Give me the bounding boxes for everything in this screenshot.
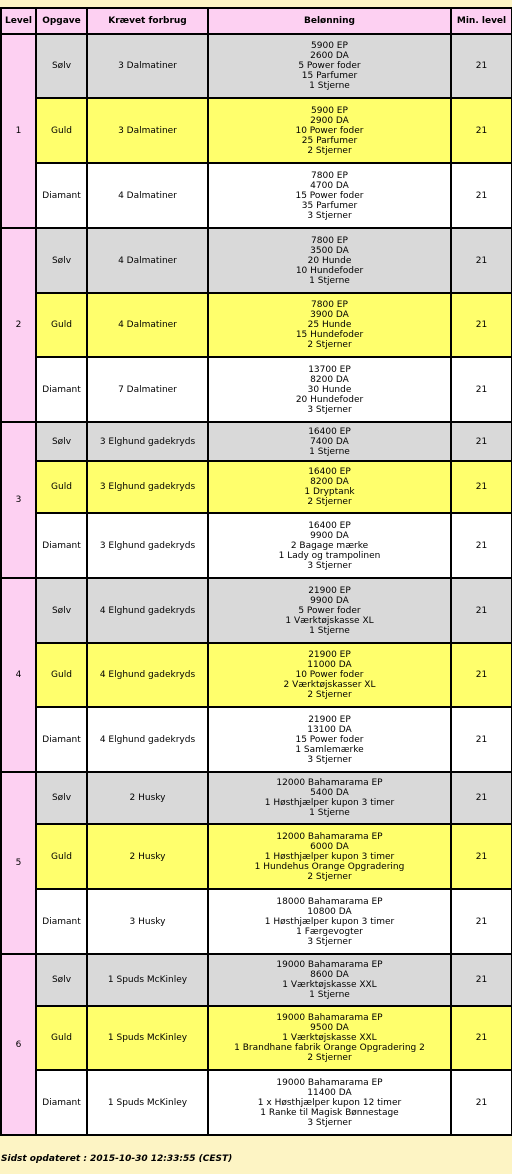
reward-line: 2 Stjerner — [307, 145, 352, 156]
reward-cell — [208, 643, 451, 707]
reward-cell — [208, 889, 451, 954]
level-cell: 4 — [1, 578, 36, 772]
table-row — [1, 422, 512, 461]
min-level-cell: 21 — [451, 824, 512, 889]
table-row — [1, 98, 512, 163]
reward-line: 2600 DA — [310, 51, 349, 61]
reward-line: 25 Parfumer — [301, 135, 358, 146]
forbrug-cell: 3 Elghund gadekryds — [87, 461, 208, 513]
table-row — [1, 513, 512, 578]
min-level-cell: 21 — [451, 293, 512, 357]
reward-line: 19000 Bahamarama EP — [276, 960, 383, 970]
reward-cell — [208, 98, 451, 163]
reward-line: 15 Parfumer — [301, 71, 358, 81]
reward-line: 1 Høsthjælper kupon 3 timer — [264, 916, 395, 927]
reward-line: 3500 DA — [310, 245, 349, 256]
opgave-cell: Guld — [36, 461, 87, 513]
min-level-cell: 21 — [451, 98, 512, 163]
reward-line: 10 Hundefoder — [295, 265, 364, 276]
opgave-cell: Sølv — [36, 578, 87, 643]
min-level-cell: 21 — [451, 643, 512, 707]
reward-line: 19000 Bahamarama EP — [276, 1013, 383, 1023]
reward-cell — [208, 34, 451, 98]
reward-cell — [208, 772, 451, 824]
min-level-cell: 21 — [451, 163, 512, 228]
reward-line: 7800 EP — [311, 300, 348, 310]
reward-line: 18000 Bahamarama EP — [276, 896, 383, 907]
reward-line: 6000 DA — [310, 841, 349, 852]
reward-line: 13100 DA — [307, 724, 352, 735]
reward-line: 2 Værktøjskasser XL — [283, 680, 376, 690]
opgave-cell: Diamant — [36, 707, 87, 772]
opgave-cell: Diamant — [36, 357, 87, 422]
reward-cell — [208, 824, 451, 889]
table-row — [1, 293, 512, 357]
opgave-cell: Diamant — [36, 1070, 87, 1135]
header-opgave: Opgave — [36, 8, 87, 34]
reward-line: 8200 DA — [310, 374, 349, 385]
opgave-cell: Diamant — [36, 889, 87, 954]
reward-line: 7800 EP — [311, 170, 348, 181]
reward-line: 16400 EP — [308, 467, 351, 477]
reward-line: 21900 EP — [308, 714, 351, 725]
reward-line: 10800 DA — [307, 906, 352, 917]
forbrug-cell: 3 Elghund gadekryds — [87, 422, 208, 461]
reward-line: 2 Stjerner — [307, 497, 352, 507]
reward-line: 3 Stjerner — [307, 754, 352, 765]
reward-line: 21900 EP — [308, 585, 351, 596]
reward-cell — [208, 1006, 451, 1070]
forbrug-cell: 4 Elghund gadekryds — [87, 578, 208, 643]
reward-line: 10 Power foder — [295, 670, 364, 680]
opgave-cell: Diamant — [36, 163, 87, 228]
reward-line: 1 Høsthjælper kupon 3 timer — [264, 851, 395, 862]
forbrug-cell: 1 Spuds McKinley — [87, 1070, 208, 1135]
reward-line: 3 Stjerner — [307, 210, 352, 221]
min-level-cell: 21 — [451, 461, 512, 513]
opgave-cell: Sølv — [36, 772, 87, 824]
reward-line: 1 Hundehus Orange Opgradering — [254, 861, 405, 872]
table-row — [1, 461, 512, 513]
reward-line: 21900 EP — [308, 650, 351, 660]
reward-line: 3 Stjerner — [307, 404, 352, 415]
table-row — [1, 772, 512, 824]
reward-line: 4700 DA — [310, 180, 349, 191]
table-row — [1, 954, 512, 1006]
reward-line: 10 Power foder — [295, 125, 364, 136]
last-updated-footer: Sidst opdateret : 2015-10-30 12:33:55 (CEST) — [1, 1154, 233, 1164]
reward-line: 20 Hunde — [307, 255, 352, 266]
reward-line: 19000 Bahamarama EP — [276, 1077, 383, 1088]
reward-line: 7800 EP — [311, 235, 348, 246]
reward-line: 1 Stjerne — [309, 625, 350, 636]
reward-line: 5900 EP — [311, 41, 348, 51]
reward-line: 5400 DA — [310, 788, 349, 798]
table-header-row — [1, 8, 512, 34]
table-row — [1, 1070, 512, 1135]
table-row — [1, 1006, 512, 1070]
forbrug-cell: 1 Spuds McKinley — [87, 954, 208, 1006]
reward-cell — [208, 422, 451, 461]
reward-line: 1 Værktøjskasse XL — [285, 615, 374, 626]
header-level: Level — [1, 8, 36, 34]
min-level-cell: 21 — [451, 954, 512, 1006]
forbrug-cell: 3 Elghund gadekryds — [87, 513, 208, 578]
table-row — [1, 643, 512, 707]
header-belonning: Belønning — [208, 8, 451, 34]
reward-cell — [208, 293, 451, 357]
reward-line: 11000 DA — [307, 660, 352, 670]
reward-line: 1 Stjerne — [309, 275, 350, 286]
opgave-cell: Guld — [36, 824, 87, 889]
level-cell: 5 — [1, 772, 36, 954]
opgave-cell: Guld — [36, 293, 87, 357]
opgave-cell: Sølv — [36, 954, 87, 1006]
reward-line: 5 Power foder — [298, 605, 361, 616]
reward-cell — [208, 228, 451, 293]
reward-line: 1 Dryptank — [304, 487, 355, 497]
table-row — [1, 34, 512, 98]
forbrug-cell: 4 Dalmatiner — [87, 228, 208, 293]
min-level-cell: 21 — [451, 34, 512, 98]
reward-cell — [208, 461, 451, 513]
table-row — [1, 228, 512, 293]
forbrug-cell: 3 Husky — [87, 889, 208, 954]
forbrug-cell: 3 Dalmatiner — [87, 34, 208, 98]
reward-cell — [208, 513, 451, 578]
reward-line: 12000 Bahamarama EP — [276, 778, 383, 788]
reward-line: 9500 DA — [310, 1023, 349, 1033]
table-row — [1, 357, 512, 422]
table-row — [1, 163, 512, 228]
reward-line: 3900 DA — [310, 310, 349, 320]
reward-line: 11400 DA — [307, 1087, 352, 1098]
reward-line: 1 Stjerne — [309, 81, 350, 91]
reward-line: 7400 DA — [310, 436, 349, 447]
min-level-cell: 21 — [451, 1070, 512, 1135]
opgave-cell: Diamant — [36, 513, 87, 578]
reward-line: 16400 EP — [308, 520, 351, 531]
min-level-cell: 21 — [451, 707, 512, 772]
opgave-cell: Sølv — [36, 228, 87, 293]
level-cell: 1 — [1, 34, 36, 228]
reward-line: 35 Parfumer — [301, 200, 358, 211]
reward-line: 1 Lady og trampolinen — [278, 550, 381, 561]
reward-line: 1 Stjerne — [309, 446, 350, 457]
reward-line: 2 Stjerner — [307, 871, 352, 882]
reward-line: 1 Stjerne — [309, 990, 350, 1000]
min-level-cell: 21 — [451, 228, 512, 293]
reward-line: 15 Power foder — [295, 734, 364, 745]
reward-line: 1 Høsthjælper kupon 3 timer — [264, 798, 395, 808]
forbrug-cell: 4 Dalmatiner — [87, 293, 208, 357]
reward-line: 15 Power foder — [295, 190, 364, 201]
reward-line: 1 Ranke til Magisk Bønnestage — [260, 1107, 399, 1118]
reward-line: 1 Stjerne — [309, 808, 350, 818]
reward-cell — [208, 357, 451, 422]
reward-line: 2900 DA — [310, 115, 349, 126]
reward-line: 13700 EP — [308, 364, 351, 375]
min-level-cell: 21 — [451, 889, 512, 954]
reward-line: 2 Bagage mærke — [290, 540, 369, 551]
min-level-cell: 21 — [451, 772, 512, 824]
level-cell: 2 — [1, 228, 36, 422]
reward-cell — [208, 163, 451, 228]
forbrug-cell: 2 Husky — [87, 824, 208, 889]
reward-line: 3 Stjerner — [307, 1117, 352, 1128]
header-kraevet-forbrug: Krævet forbrug — [87, 8, 208, 34]
reward-line: 3 Stjerner — [307, 936, 352, 947]
table-row — [1, 824, 512, 889]
forbrug-cell: 4 Dalmatiner — [87, 163, 208, 228]
min-level-cell: 21 — [451, 422, 512, 461]
reward-line: 8200 DA — [310, 477, 349, 487]
forbrug-cell: 2 Husky — [87, 772, 208, 824]
reward-line: 20 Hundefoder — [295, 394, 364, 405]
reward-cell — [208, 954, 451, 1006]
reward-line: 12000 Bahamarama EP — [276, 831, 383, 842]
level-cell: 3 — [1, 422, 36, 578]
reward-line: 9900 DA — [310, 530, 349, 541]
table-row — [1, 889, 512, 954]
reward-line: 30 Hunde — [307, 384, 352, 395]
table-body — [1, 34, 512, 1135]
forbrug-cell: 4 Elghund gadekryds — [87, 643, 208, 707]
forbrug-cell: 4 Elghund gadekryds — [87, 707, 208, 772]
reward-line: 15 Hundefoder — [295, 330, 364, 340]
reward-cell — [208, 707, 451, 772]
reward-line: 1 x Høsthjælper kupon 12 timer — [257, 1097, 402, 1108]
min-level-cell: 21 — [451, 513, 512, 578]
reward-line: 1 Samlemærke — [295, 744, 364, 755]
opgave-cell: Sølv — [36, 422, 87, 461]
reward-line: 8600 DA — [310, 970, 349, 980]
reward-line: 5900 EP — [311, 105, 348, 116]
reward-line: 1 Færgevogter — [296, 926, 363, 937]
reward-line: 16400 EP — [308, 426, 351, 437]
table-row — [1, 707, 512, 772]
reward-line: 1 Værktøjskasse XXL — [282, 980, 377, 990]
table-row — [1, 578, 512, 643]
reward-line: 2 Stjerner — [307, 340, 352, 350]
rewards-table — [0, 7, 512, 1136]
opgave-cell: Sølv — [36, 34, 87, 98]
reward-line: 2 Stjerner — [307, 690, 352, 700]
opgave-cell: Guld — [36, 98, 87, 163]
opgave-cell: Guld — [36, 643, 87, 707]
reward-line: 2 Stjerner — [307, 1053, 352, 1063]
reward-line: 1 Brandhane fabrik Orange Opgradering 2 — [234, 1043, 425, 1053]
min-level-cell: 21 — [451, 1006, 512, 1070]
forbrug-cell: 7 Dalmatiner — [87, 357, 208, 422]
reward-line: 3 Stjerner — [307, 560, 352, 571]
reward-line: 5 Power foder — [298, 61, 361, 71]
min-level-cell: 21 — [451, 578, 512, 643]
reward-line: 9900 DA — [310, 595, 349, 606]
forbrug-cell: 1 Spuds McKinley — [87, 1006, 208, 1070]
level-cell: 6 — [1, 954, 36, 1135]
forbrug-cell: 3 Dalmatiner — [87, 98, 208, 163]
reward-cell — [208, 578, 451, 643]
reward-line: 25 Hunde — [307, 320, 352, 330]
min-level-cell: 21 — [451, 357, 512, 422]
reward-line: 1 Værktøjskasse XXL — [282, 1033, 377, 1043]
reward-cell — [208, 1070, 451, 1135]
opgave-cell: Guld — [36, 1006, 87, 1070]
header-min-level: Min. level — [451, 8, 512, 34]
